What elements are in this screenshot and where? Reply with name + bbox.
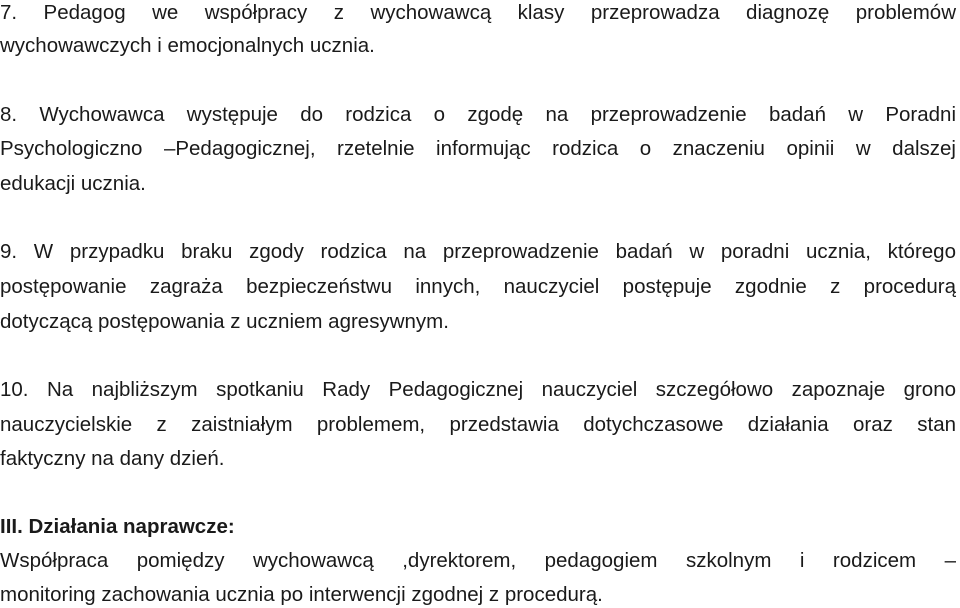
paragraph-9-line-2: postępowanie zagraża bezpieczeństwu innych, nauczyciel postępuje zgodnie z procedurą — [0, 275, 956, 298]
section-heading — [0, 514, 956, 540]
paragraph-8-line-1: 8. Wychowawca występuje do rodzica o zgodę na przeprowadzenie badań w Poradni — [0, 103, 956, 126]
paragraph-10-line-1: 10. Na najbliższym spotkaniu Rady Pedagogicznej nauczyciel szczegółowo zapoznaje grono — [0, 378, 956, 401]
section-line-1: Współpraca pomiędzy wychowawcą ,dyrektorem, pedagogiem szkolnym i rodzicem – — [0, 549, 956, 572]
paragraph-8-line-3: edukacji ucznia. — [0, 172, 146, 195]
paragraph-9-line-1: 9. W przypadku braku zgody rodzica na przeprowadzenie badań w poradni ucznia, którego — [0, 240, 956, 263]
paragraph-8-line-2: Psychologiczno –Pedagogicznej, rzetelnie informując rodzica o znaczeniu opinii w dalszej — [0, 137, 956, 160]
paragraph-9-line-3: dotyczącą postępowania z uczniem agresywnym. — [0, 310, 449, 333]
paragraph-10-line-3: faktyczny na dany dzień. — [0, 447, 225, 470]
paragraph-7-line-2: wychowawczych i emocjonalnych ucznia. — [0, 34, 375, 57]
paragraph-10-line-2: nauczycielskie z zaistniałym problemem, przedstawia dotychczasowe działania oraz stan — [0, 413, 956, 436]
section-line-2: monitoring zachowania ucznia po interwencji zgodnej z procedurą. — [0, 583, 603, 606]
section-heading-text: III. Działania naprawcze: — [0, 515, 235, 538]
paragraph-7-line-1: 7. Pedagog we współpracy z wychowawcą klasy przeprowadza diagnozę problemów — [0, 1, 956, 24]
